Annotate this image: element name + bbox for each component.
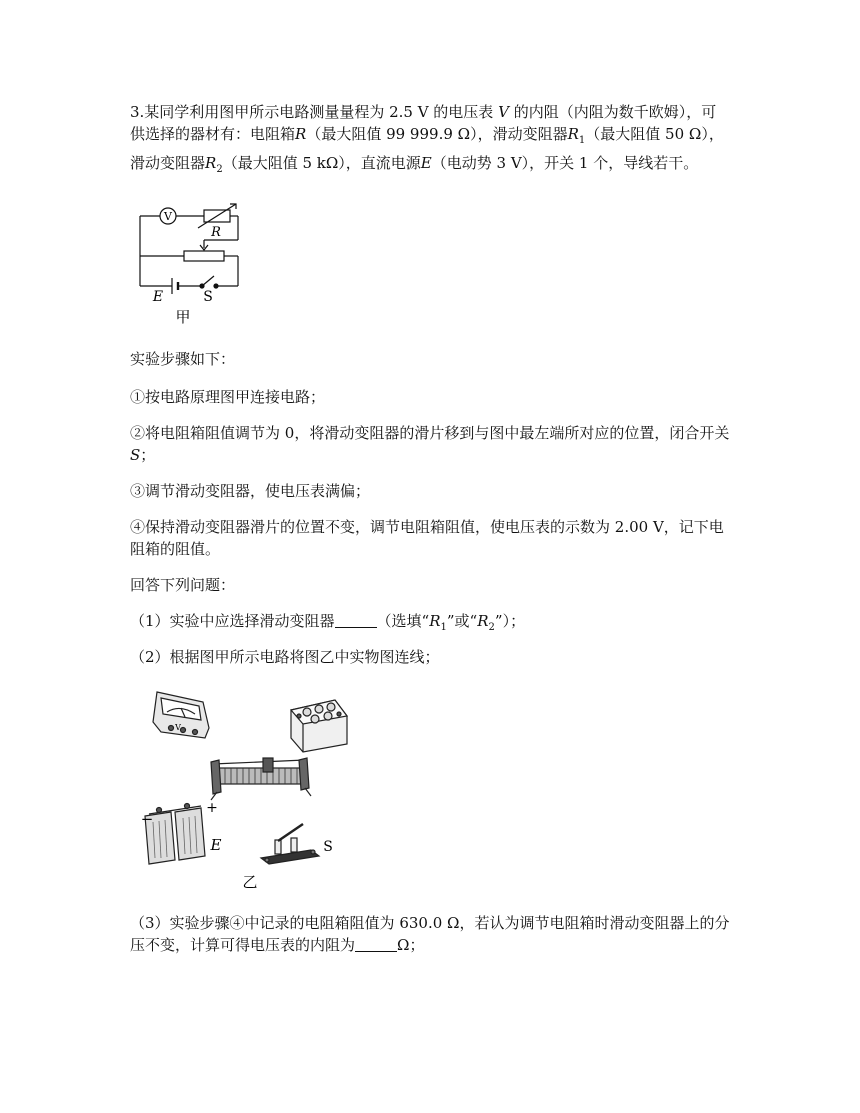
q3-unit: Ω； — [397, 936, 425, 954]
apparatus-figure-yi — [135, 688, 375, 893]
question-1 — [130, 610, 730, 639]
intro-var-v: V — [498, 103, 509, 121]
q1-var-r2: R — [477, 612, 489, 630]
q3-answer-blank — [355, 937, 397, 952]
intro-var-r2-sub: 2 — [216, 164, 223, 175]
q3-text: （3）实验步骤④中记录的电阻箱阻值为 630.0 Ω，若认为调节电阻箱时滑动变阻器上的分压不变，计算可得电压表的内阻为 — [130, 914, 730, 954]
q1-var-r1-sub: 1 — [440, 622, 447, 633]
q1-text-2: （选填“ — [376, 612, 430, 630]
resistor-label: R — [211, 225, 221, 240]
battery-minus-mark: − — [140, 810, 154, 828]
intro-text-1: 3.某同学利用图甲所示电路测量量程为 2.5 V 的电压表 — [130, 103, 494, 121]
source-label: E — [152, 289, 164, 305]
step-4: ④保持滑动变阻器滑片的位置不变，调节电阻箱阻值，使电压表的示数为 2.00 V，记下电阻箱的阻值。 — [130, 518, 724, 558]
figure-jia-caption: 甲 — [175, 308, 191, 326]
answer-header: 回答下列问题： — [130, 576, 236, 594]
rheostat-device — [211, 758, 311, 800]
intro-var-r: R — [295, 125, 307, 143]
q1-var-r2-sub: 2 — [488, 622, 495, 633]
voltmeter-device — [153, 692, 209, 738]
rheostat-symbol — [184, 251, 224, 261]
q1-var-r1: R — [429, 612, 441, 630]
intro-text-4: （最大阻值 50 Ω），滑动变阻器 — [130, 125, 724, 172]
step-2-text: ②将电阻箱阻值调节为 0，将滑动变阻器的滑片移到与图中最左端所对应的位置，闭合开关 — [130, 424, 730, 442]
battery-plus-mark: + — [206, 800, 218, 816]
battery-label: E — [210, 836, 222, 854]
switch-label: S — [203, 289, 213, 305]
switch-device-label: S — [323, 839, 333, 855]
q1-text: （1）实验中应选择滑动变阻器 — [130, 612, 335, 630]
question-intro — [130, 101, 730, 181]
q1-text-4: ”）； — [494, 612, 526, 630]
resistance-box-device — [291, 700, 347, 752]
intro-text-5: （最大阻值 5 kΩ），直流电源 — [222, 154, 421, 172]
steps-header: 实验步骤如下： — [130, 350, 236, 368]
step-2 — [130, 422, 730, 466]
intro-var-r1: R — [567, 125, 579, 143]
voltmeter-device-mark: V — [175, 723, 181, 732]
step-2-var-s: S — [130, 446, 141, 464]
battery-device — [145, 804, 205, 865]
switch-blade — [202, 276, 214, 286]
intro-text-3: （最大阻值 99 999.9 Ω），滑动变阻器 — [306, 125, 568, 143]
step-3: ③调节滑动变阻器，使电压表满偏； — [130, 482, 371, 500]
intro-text-6: （电动势 3 V），开关 1 个，导线若干。 — [431, 154, 699, 172]
step-1: ①按电路原理图甲连接电路； — [130, 388, 326, 406]
figure-yi-caption: 乙 — [242, 873, 258, 891]
q1-text-3: ”或“ — [446, 612, 478, 630]
question-3 — [130, 912, 730, 956]
intro-text-2: 的内阻（内阻为数千欧姆），可供选择的器材有：电阻箱 — [130, 103, 717, 143]
circuit-diagram-jia — [128, 200, 248, 330]
q1-answer-blank — [335, 613, 377, 628]
switch-device — [261, 824, 319, 864]
intro-var-r2: R — [205, 154, 217, 172]
intro-var-e: E — [420, 154, 432, 172]
question-2: （2）根据图甲所示电路将图乙中实物图连线； — [130, 648, 440, 666]
voltmeter-label: V — [164, 210, 172, 223]
intro-var-r1-sub: 1 — [578, 135, 586, 146]
step-2-end: ； — [140, 446, 156, 464]
